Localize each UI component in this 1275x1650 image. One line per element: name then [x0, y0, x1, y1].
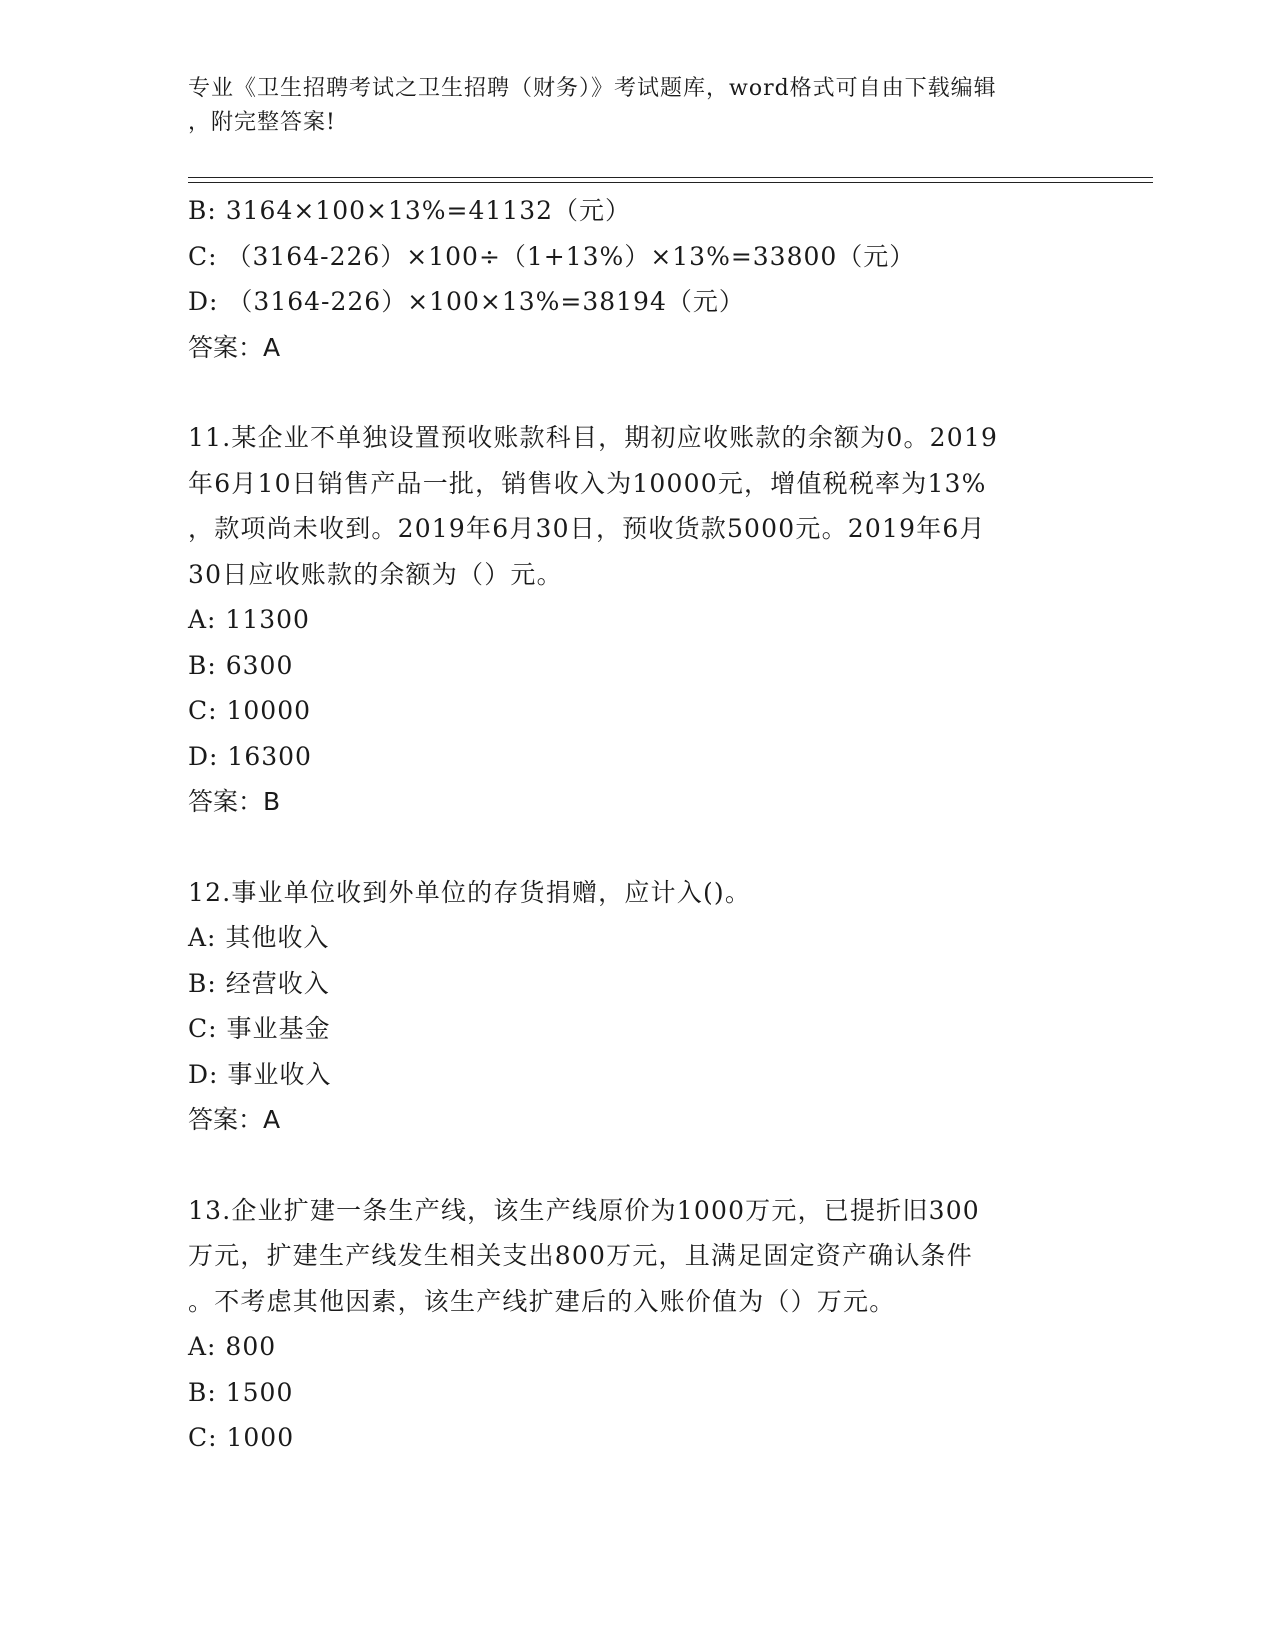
- option-c: C: 1000: [188, 1423, 295, 1452]
- question-13-stem: [188, 1188, 1068, 1325]
- option-c: C: 10000: [188, 696, 312, 725]
- spacer: [188, 370, 1068, 415]
- header-line-2: ，附完整答案!: [188, 110, 336, 135]
- option-b: B: 3164×100×13%=41132（元）: [188, 196, 632, 225]
- stem-line: 13.企业扩建一条生产线，该生产线原价为1000万元，已提折旧300: [188, 1195, 980, 1225]
- option-d: D: 事业收入: [188, 1059, 332, 1089]
- option-d: D: 16300: [188, 741, 312, 771]
- option-c: C: （3164-226）×100÷（1+13%）×13%=33800（元）: [188, 241, 916, 271]
- option-a: A: 800: [188, 1332, 277, 1361]
- document-header: [188, 72, 1068, 140]
- option-a: A: 11300: [188, 605, 310, 634]
- stem-line: 11.某企业不单独设置预收账款科目，期初应收账款的余额为0。2019: [188, 423, 999, 452]
- answer-line: 答案：A: [188, 332, 281, 362]
- question-content: [188, 188, 1068, 1461]
- header-line-1: 专业《卫生招聘考试之卫生招聘（财务）》考试题库，word格式可自由下载编辑: [188, 76, 997, 101]
- header-rule-bottom: [188, 182, 1153, 183]
- prev-question: [188, 188, 1068, 370]
- question-11-stem: [188, 415, 1068, 597]
- option-b: B: 6300: [188, 650, 294, 680]
- spacer: [188, 1143, 1068, 1188]
- question-13: [188, 1188, 1068, 1461]
- option-b: B: 1500: [188, 1377, 294, 1407]
- question-11: [188, 415, 1068, 825]
- spacer: [188, 825, 1068, 870]
- option-a: A: 其他收入: [188, 923, 330, 952]
- option-b: B: 经营收入: [188, 968, 330, 998]
- stem-line: 12.事业单位收到外单位的存货捐赠，应计入()。: [188, 877, 752, 907]
- header-rule-top: [188, 177, 1153, 178]
- answer-line: 答案：B: [188, 787, 281, 816]
- stem-line: 年6月10日销售产品一批，销售收入为10000元，增值税税率为13%: [188, 468, 987, 498]
- option-d: D: （3164-226）×100×13%=38194（元）: [188, 287, 745, 316]
- stem-line: 。不考虑其他因素，该生产线扩建后的入账价值为（）万元。: [188, 1286, 896, 1316]
- question-12: [188, 870, 1068, 1143]
- stem-line: ，款项尚未收到。2019年6月30日，预收货款5000元。2019年6月: [188, 514, 986, 543]
- stem-line: 万元，扩建生产线发生相关支出800万元，且满足固定资产确认条件: [188, 1241, 973, 1270]
- question-12-stem: [188, 870, 1068, 916]
- answer-line: 答案：A: [188, 1105, 281, 1134]
- option-c: C: 事业基金: [188, 1014, 331, 1043]
- stem-line: 30日应收账款的余额为（）元。: [188, 559, 563, 589]
